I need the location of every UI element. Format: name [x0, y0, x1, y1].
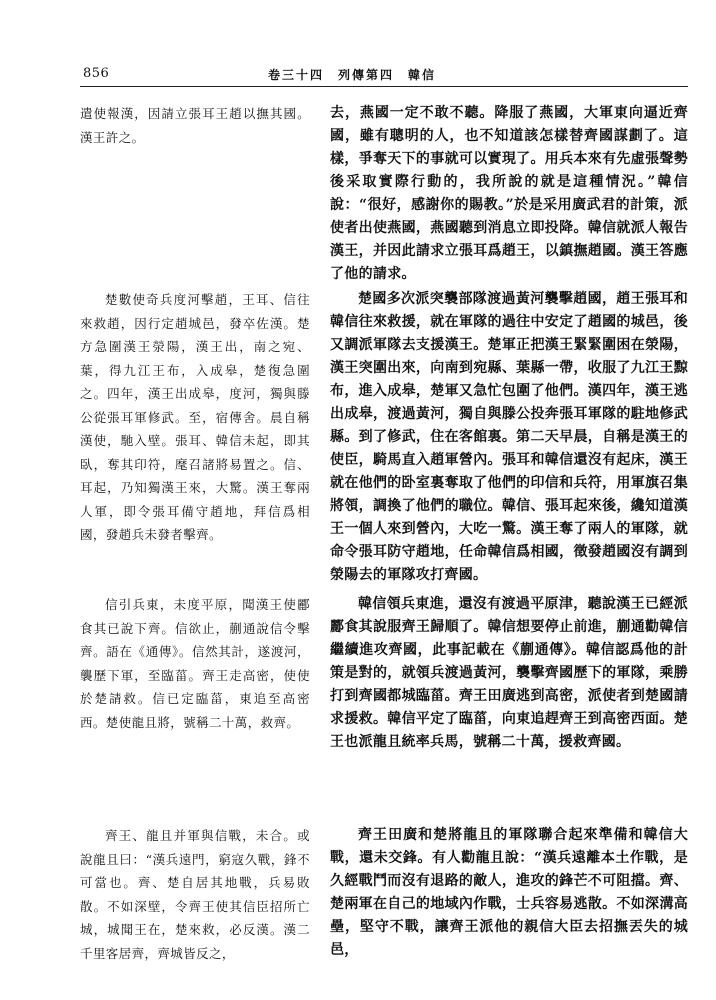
translation-paragraph-1: 去，燕國一定不敢不聽。降服了燕國，大軍東向逼近齊國，雖有聰明的人，也不知道該怎樣替齊國謀劃了。這樣，爭奪天下的事就可以實現了。用兵本來有先虛張聲勢後采取實際行動的，我所說的就是這種情況。”韓信說：“很好，感謝你的賜教。”於是采用廣武君的計策，派使者出使燕國，燕國聽到消息立即投降。韓信就派人報告漢王，并因此請求立張耳爲趙王，以鎮撫趙國。漢王答應了他的請求。: [330, 105, 688, 282]
header-rule: [80, 86, 688, 87]
translation-paragraph-2: 楚國多次派突襲部隊渡過黃河襲擊趙國，趙王張耳和韓信往來救援，就在軍隊的過往中安定了趙國的城邑，後又調派軍隊去支援漢王。楚軍正把漢王緊緊圍困在滎陽，漢王突圍出來，向南到宛縣、葉縣一帶，收服了九江王黥布，進入成皋，楚軍又急忙包圍了他們。漢四年，漢王逃出成皋，渡過黃河，獨自與滕公投奔張耳軍隊的駐地修武縣。到了修武，住在客館裏。第二天早晨，自稱是漢王的使臣，騎馬直入趙軍營內。張耳和韓信還沒有起床，漢王就在他們的卧室裏奪取了他們的印信和兵符，用軍旗召集將領，調換了他們的職位。韓信、張耳起來後，纔知道漢王一個人來到營內，大吃一驚。漢王奪了兩人的軍隊，就命令張耳防守趙地，任命韓信爲相國，徵發趙國沒有調到滎陽去的軍隊攻打齊國。: [330, 291, 688, 583]
classical-paragraph-3: 信引兵東，未度平原，聞漢王使酈食其已說下齊。信欲止，蒯通說信令擊齊。語在《通傳》。信然其計，遂渡河，襲歷下軍，至臨菑。齊王走高密，使使於楚請救。信已定臨菑，東追至高密西。楚使龍且將，號稱二十萬，救齊。: [80, 597, 310, 730]
translation-paragraph-3: 韓信領兵東進，還沒有渡過平原津，聽說漢王已經派酈食其說服齊王歸順了。韓信想要停止前進，蒯通勸韓信繼續進攻齊國，此事記載在《蒯通傳》。韓信認爲他的計策是對的，就領兵渡過黃河，襲擊齊國歷下的軍隊，乘勝打到齊國都城臨菑。齊王田廣逃到高密，派使者到楚國請求援救。韓信平定了臨菑，向東追趕齊王到高密西面。楚王也派龍且統率兵馬，號稱二十萬，援救齊國。: [330, 596, 688, 750]
classical-paragraph-1: 遣使報漢，因請立張耳王趙以撫其國。漢王許之。: [80, 106, 310, 145]
classical-paragraph-2: 楚數使奇兵度河擊趙，王耳、信往來救趙，因行定趙城邑，發卒佐漢。楚方急圍漢王滎陽，漢王出，南之宛、葉，得九江王布，入成皋，楚復急圍之。四年，漢王出成皋，度河，獨與滕公從張耳軍修武。至，宿傳舍。晨自稱漢使，馳入壁。張耳、韓信未起，即其臥，奪其印符，麾召諸將易置之。信、耳起，乃知獨漢王來，大驚。漢王奪兩人軍，即令張耳備守趙地，拜信爲相國，發趙兵未發者擊齊。: [80, 292, 310, 542]
page-header: [0, 0, 716, 90]
classical-paragraph-4: 齊王、龍且并軍與信戰，未合。或說龍且曰：“漢兵遠門，窮寇久戰，鋒不可當也。齊、楚自居其地戰，兵易敗散。不如深壁，令齊王使其信臣招所亡城，城聞王在，楚來救，必反漢。漢二千里客居齊，齊城皆反之，: [80, 828, 310, 961]
running-head: 卷三十四 列傳第四 韓信: [268, 68, 437, 82]
page-number: 856: [83, 66, 110, 81]
translation-paragraph-4: 齊王田廣和楚將龍且的軍隊聯合起來準備和韓信大戰，還未交鋒。有人勸龍且說：“漢兵遠離本土作戰，是久經戰鬥而沒有退路的敵人，進攻的鋒芒不可阻擋。齊、楚兩軍在自己的地域內作戰，士兵容易逃散。不如深溝高壘，堅守不戰，讓齊王派他的親信大臣去招撫丟失的城邑，: [330, 827, 688, 958]
